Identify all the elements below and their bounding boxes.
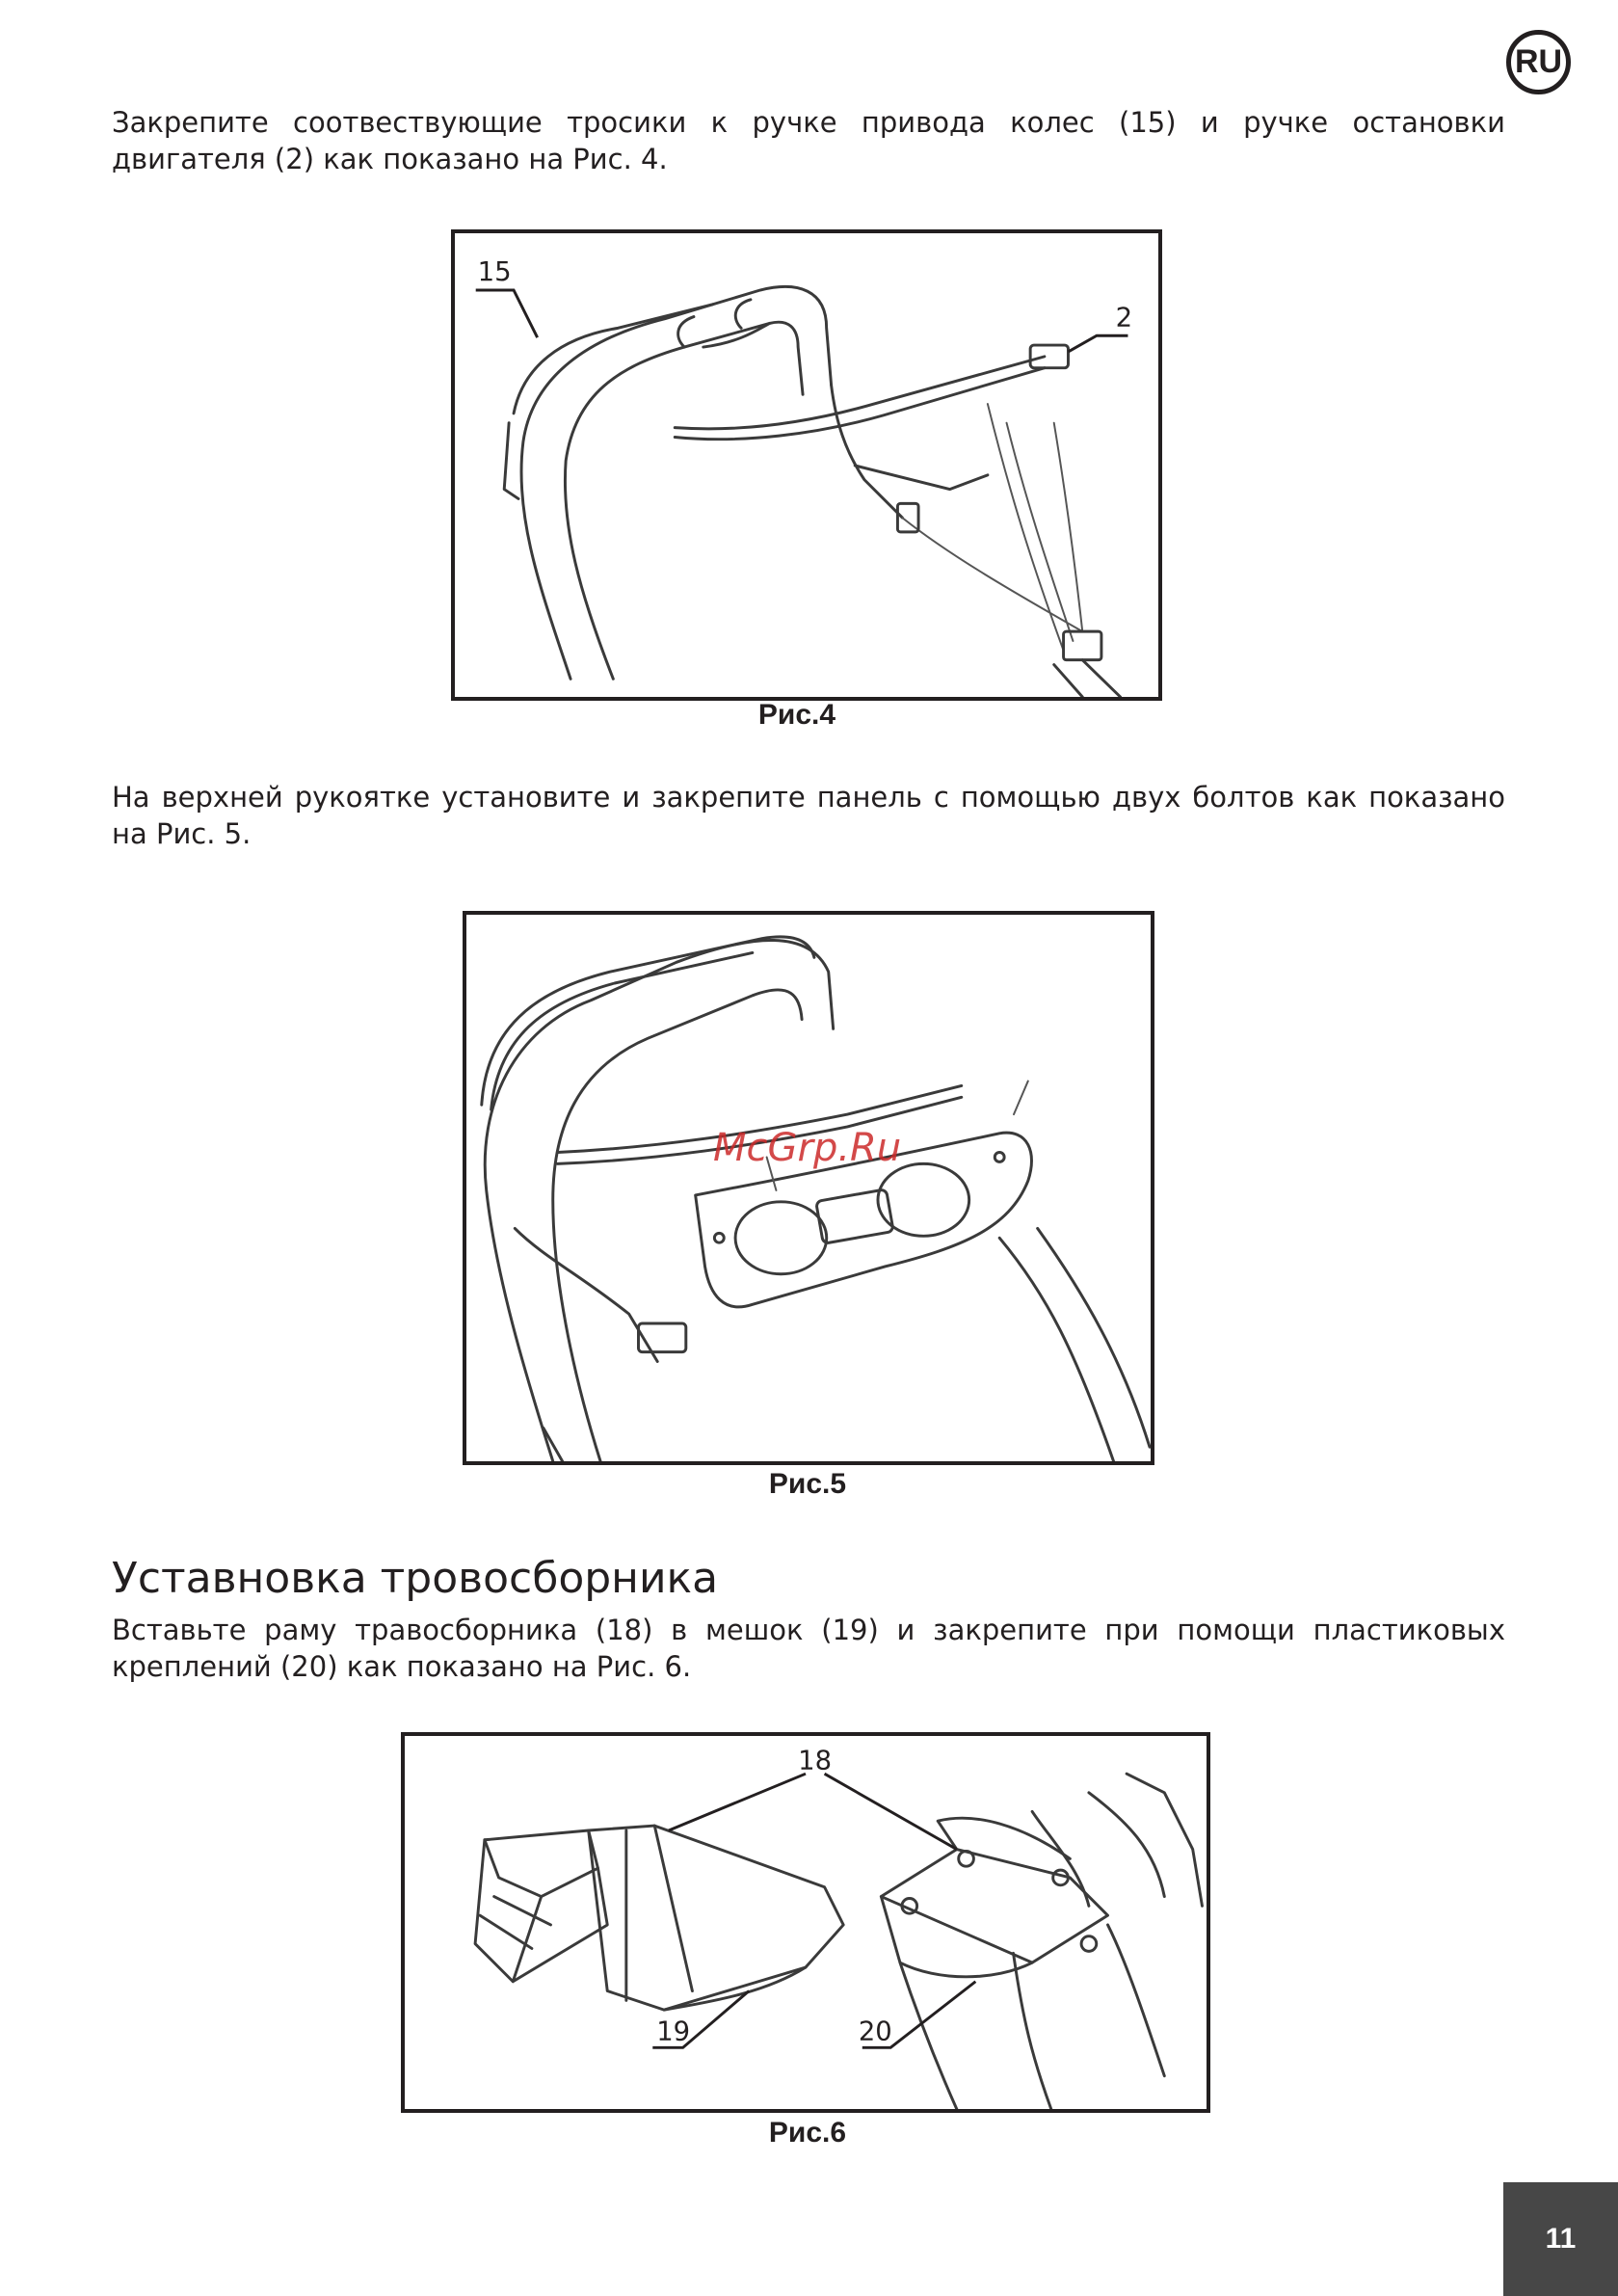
paragraph-panel: На верхней рукоятке установите и закрепите панель с помощью двух болтов как показано на Рис. 5.	[112, 781, 1505, 850]
figure-5	[463, 911, 1154, 1465]
figure-4	[451, 229, 1162, 701]
figure-6	[401, 1732, 1210, 2113]
figure-5-caption: Рис.5	[768, 1468, 847, 1500]
paragraph-cables: Закрепите соотвествующие тросики к ручке привода колес (15) и ручке остановки двигателя (2) как показано на Рис. 4.	[112, 106, 1505, 175]
callout-20: 20	[858, 2016, 892, 2047]
figure-6-illustration	[405, 1736, 1207, 2109]
figure-4-caption: Рис.4	[757, 699, 836, 731]
language-badge: RU	[1506, 30, 1571, 94]
section-heading: Уставновка тровосборника	[112, 1554, 719, 1603]
watermark: McGrp.Ru	[713, 1126, 902, 1170]
page-number: 11	[1503, 2182, 1618, 2296]
figure-4-illustration	[455, 233, 1158, 697]
callout-18: 18	[798, 1746, 833, 1776]
figure-5-illustration	[466, 915, 1151, 1461]
callout-19: 19	[656, 2016, 691, 2047]
callout-2: 2	[1115, 302, 1133, 334]
paragraph-grass-catcher: Вставьте раму травосборника (18) в мешок (19) и закрепите при помощи пластиковых креплений (20) как показано на Рис. 6.	[112, 1614, 1505, 1683]
callout-15: 15	[477, 256, 512, 288]
figure-6-caption: Рис.6	[768, 2117, 847, 2149]
